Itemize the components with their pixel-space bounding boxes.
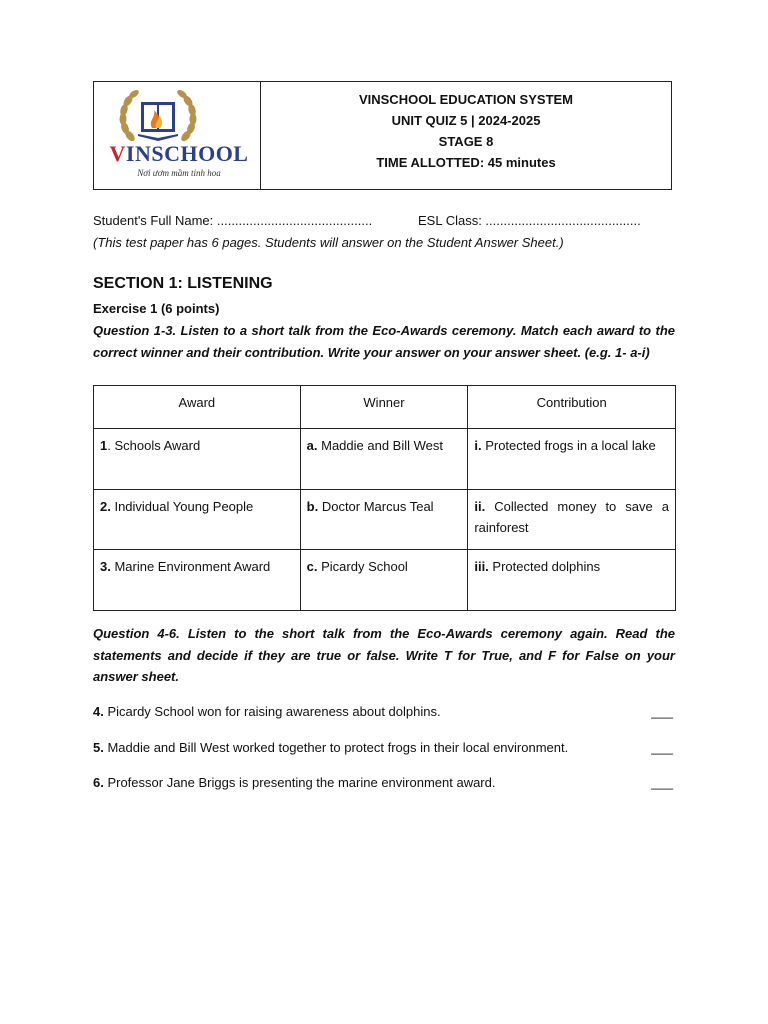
stage-title: STAGE 8 [438,134,494,149]
contribution-cell: ii. Collected money to save a rainforest [468,490,676,550]
time-allotted: TIME ALLOTTED: 45 minutes [376,155,556,170]
esl-class-field[interactable]: ESL Class: ........................................... [418,213,641,228]
table-header-row [94,386,676,429]
logo-wordmark-rest: INSCHOOL [125,141,249,166]
answer-blank[interactable]: ___ [651,704,673,719]
header-award: Award [94,386,301,429]
award-cell: 3. Marine Environment Award [94,550,301,611]
answer-blank[interactable]: ___ [651,775,673,790]
contribution-cell: iii. Protected dolphins [468,550,676,611]
table-row [94,429,676,490]
header-contribution: Contribution [468,386,676,429]
statement-text: 6. Professor Jane Briggs is presenting the marine environment award. [93,775,496,790]
logo-wordmark: VINSCHOOL [109,141,249,166]
statement-5 [93,740,673,755]
winner-cell: b. Doctor Marcus Teal [300,490,468,550]
logo [94,82,261,189]
table-row [94,550,676,611]
header-title [261,82,671,189]
laurel-book-icon [116,88,200,144]
award-cell: 2. Individual Young People [94,490,301,550]
award-cell: 1. Schools Award [94,429,301,490]
student-name-field[interactable]: Student's Full Name: ........................................... [93,213,373,228]
student-info-row [93,213,641,228]
winner-cell: a. Maddie and Bill West [300,429,468,490]
exercise-title: Exercise 1 (6 points) [93,301,220,316]
statement-text: 5. Maddie and Bill West worked together to protect frogs in their local environment. [93,740,569,755]
winner-cell: c. Picardy School [300,550,468,611]
answer-blank[interactable]: ___ [651,740,673,755]
question-1-3-instructions: Question 1-3. Listen to a short talk from the Eco-Awards ceremony. Match each award to the correct winner and their contribution. Write your answer on your answer sheet. (e.g. 1- a-i) [93,323,675,360]
header-winner: Winner [300,386,468,429]
paper-note: (This test paper has 6 pages. Students will answer on the Student Answer Sheet.) [93,235,564,250]
logo-tagline: Nơi ươm mầm tinh hoa [137,168,221,178]
matching-table [93,385,676,611]
statement-6 [93,775,673,790]
section-title: SECTION 1: LISTENING [93,275,273,292]
header-box [93,81,672,190]
statement-4 [93,704,673,719]
school-system-title: VINSCHOOL EDUCATION SYSTEM [358,92,574,107]
question-4-6-instructions: Question 4-6. Listen to the short talk from the Eco-Awards ceremony again. Read the statements and decide if they are true or false. Write T for True, and F for False on your answer sheet. [93,626,675,684]
contribution-cell: i. Protected frogs in a local lake [468,429,676,490]
statement-text: 4. Picardy School won for raising awareness about dolphins. [93,704,441,719]
table-row [94,490,676,550]
quiz-title: UNIT QUIZ 5 | 2024-2025 [391,113,541,128]
